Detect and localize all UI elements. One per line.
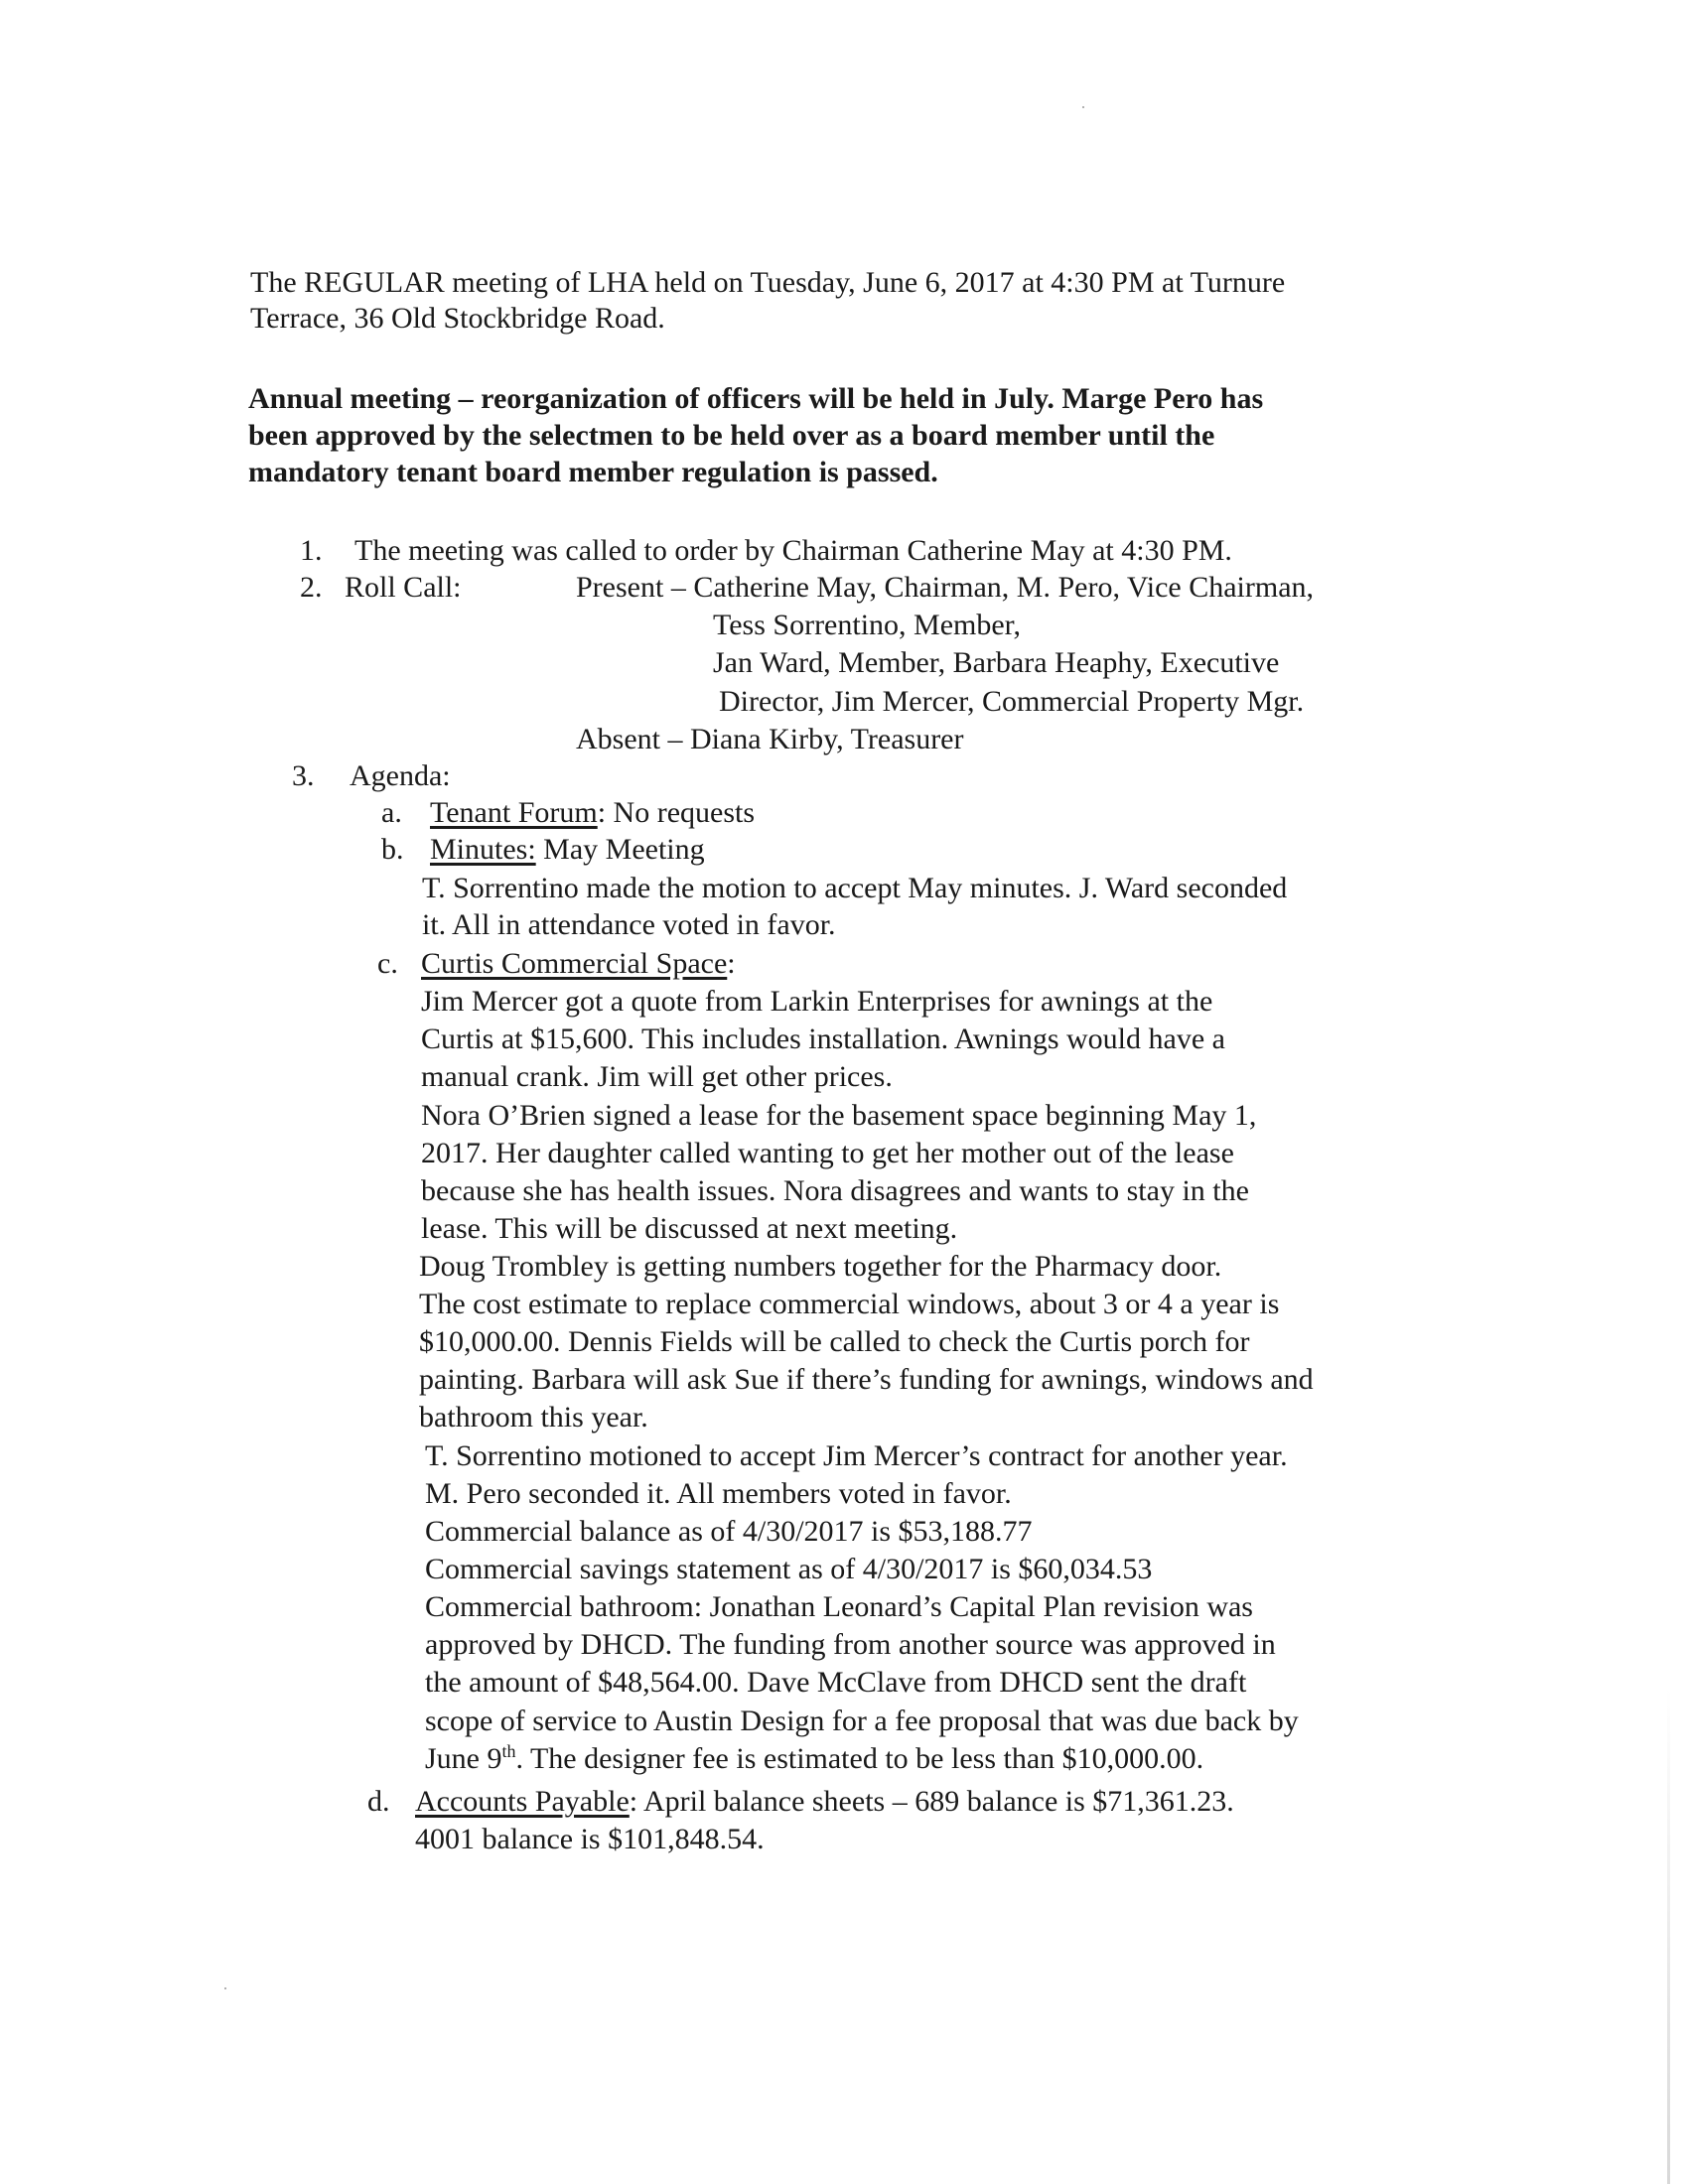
ordinal-superscript: th (501, 1741, 516, 1761)
curtis-text-line: scope of service to Austin Design for a fee proposal that was due back by (425, 1705, 1299, 1737)
curtis-title-colon: : (727, 947, 736, 980)
meeting-header-line-1: The REGULAR meeting of LHA held on Tuesday, June 6, 2017 at 4:30 PM at Turnure (250, 266, 1286, 299)
curtis-text-line: approved by DHCD. The funding from another source was approved in (425, 1628, 1276, 1661)
curtis-text-line: because she has health issues. Nora disagrees and wants to stay in the (421, 1174, 1249, 1207)
scan-speck (1082, 106, 1084, 108)
roll-call-absent: Absent – Diana Kirby, Treasurer (576, 723, 964, 755)
accounts-payable-text-line-2: 4001 balance is $101,848.54. (415, 1823, 765, 1855)
agenda-c-letter: c. (377, 947, 398, 980)
scan-speck (224, 1987, 226, 1989)
agenda-b-letter: b. (381, 833, 404, 866)
designer-fee-text: . The designer fee is estimated to be less than $10,000.00. (515, 1742, 1204, 1775)
item-2-number: 2. (300, 571, 323, 604)
roll-call-present-line-2: Tess Sorrentino, Member, (713, 609, 1021, 641)
june-9-text: June 9 (425, 1742, 502, 1775)
roll-call-label: Roll Call: (345, 571, 462, 604)
curtis-text-line: $10,000.00. Dennis Fields will be called to check the Curtis porch for (419, 1325, 1250, 1358)
tenant-forum-title: Tenant Forum (430, 796, 598, 829)
meeting-header-line-2: Terrace, 36 Old Stockbridge Road. (250, 302, 665, 335)
agenda-b-heading (430, 832, 705, 868)
curtis-text-line: bathroom this year. (419, 1401, 648, 1433)
agenda-d-letter: d. (367, 1785, 390, 1818)
curtis-text-line: Nora O’Brien signed a lease for the basement space beginning May 1, (421, 1099, 1257, 1132)
minutes-title: Minutes: (430, 833, 536, 866)
tenant-forum-text: : No requests (597, 796, 756, 829)
accounts-payable-title: Accounts Payable (415, 1785, 630, 1818)
agenda-c-heading (421, 946, 736, 982)
roll-call-present-line-1: Present – Catherine May, Chairman, M. Pero, Vice Chairman, (576, 571, 1315, 604)
curtis-text-line: manual crank. Jim will get other prices. (421, 1060, 893, 1093)
curtis-text-line: M. Pero seconded it. All members voted in favor. (425, 1477, 1012, 1510)
curtis-text-line: Doug Trombley is getting numbers together for the Pharmacy door. (419, 1250, 1222, 1283)
curtis-text-line: Jim Mercer got a quote from Larkin Enterprises for awnings at the (421, 985, 1213, 1018)
accounts-payable-text: : April balance sheets – 689 balance is $71,361.23. (629, 1785, 1234, 1818)
curtis-commercial-space-title: Curtis Commercial Space (421, 947, 728, 980)
agenda-label: Agenda: (350, 759, 451, 792)
annual-meeting-notice-line-1: Annual meeting – reorganization of officers will be held in July. Marge Pero has (248, 382, 1264, 415)
curtis-text-line-last (425, 1741, 1203, 1777)
curtis-text-line: the amount of $48,564.00. Dave McClave from DHCD sent the draft (425, 1666, 1247, 1699)
roll-call-present-line-3: Jan Ward, Member, Barbara Heaphy, Executive (713, 646, 1280, 679)
curtis-text-line: Commercial balance as of 4/30/2017 is $53,188.77 (425, 1515, 1033, 1548)
curtis-text-line: Curtis at $15,600. This includes installation. Awnings would have a (421, 1023, 1225, 1055)
minutes-text-line-1: T. Sorrentino made the motion to accept May minutes. J. Ward seconded (422, 872, 1288, 904)
curtis-text-line: Commercial savings statement as of 4/30/2017 is $60,034.53 (425, 1553, 1153, 1585)
curtis-text-line: Commercial bathroom: Jonathan Leonard’s Capital Plan revision was (425, 1590, 1253, 1623)
agenda-d-heading (415, 1784, 1234, 1820)
curtis-text-line: The cost estimate to replace commercial windows, about 3 or 4 a year is (419, 1288, 1280, 1320)
item-3-number: 3. (292, 759, 315, 792)
minutes-text-line-2: it. All in attendance voted in favor. (422, 908, 836, 941)
roll-call-present-line-4: Director, Jim Mercer, Commercial Property Mgr. (719, 685, 1305, 718)
minutes-subtitle: May Meeting (535, 833, 705, 866)
scan-edge-shadow (1667, 1688, 1670, 2184)
agenda-a-letter: a. (381, 796, 402, 829)
curtis-text-line: painting. Barbara will ask Sue if there’s funding for awnings, windows and (419, 1363, 1314, 1396)
item-1-number: 1. (300, 534, 323, 567)
curtis-text-line: lease. This will be discussed at next meeting. (421, 1212, 958, 1245)
curtis-text-line: T. Sorrentino motioned to accept Jim Mercer’s contract for another year. (425, 1439, 1288, 1472)
annual-meeting-notice-line-3: mandatory tenant board member regulation is passed. (248, 456, 938, 488)
item-1-text: The meeting was called to order by Chairman Catherine May at 4:30 PM. (354, 534, 1232, 567)
agenda-a-heading (430, 795, 755, 831)
annual-meeting-notice-line-2: been approved by the selectmen to be held over as a board member until the (248, 419, 1215, 452)
curtis-text-line: 2017. Her daughter called wanting to get her mother out of the lease (421, 1137, 1234, 1169)
